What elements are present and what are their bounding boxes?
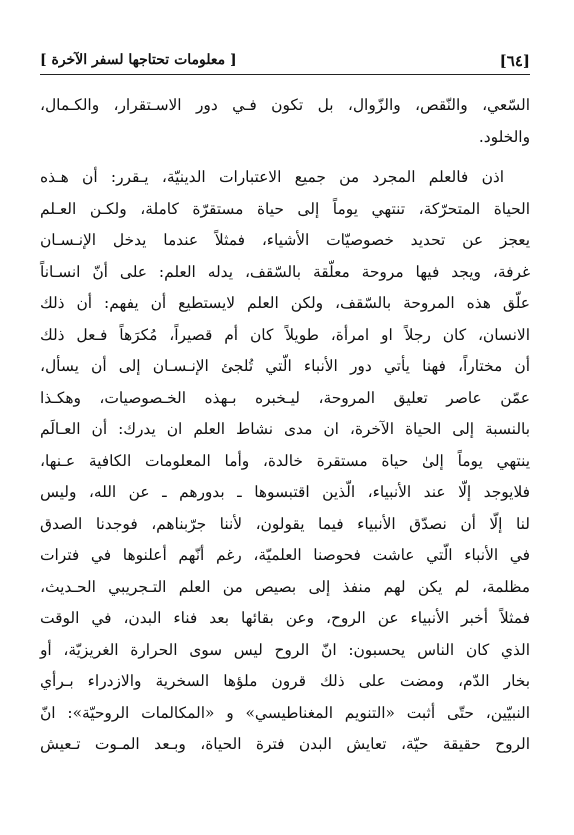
text-line: فمثلاً أخبر الأنبياء عن الروح، وعن بقائها بعد فناء البدن، في الوقت [40, 609, 530, 627]
text-line: أن مختاراً، فهنا يأتي دور الأنباء الّتي تُلجئ الإنـسـان إلى أن يسأل، [40, 357, 530, 375]
text-line: النبيّين، حتّى أثبت «التنويم المغناطيسي» و «المكالمات الروحيّة»: انّ [40, 703, 530, 722]
text-line: الذي كان الناس يحسبون: انّ الروح ليس سوى الحرارة الغريزيّة، أو [40, 640, 530, 659]
text-line: الحياة المتحرّكة، تنتهي يوماً إلى حياة مستقرّة كاملة، ولكـن العـلم [40, 199, 530, 218]
page-number: [٦٤] [499, 52, 530, 70]
page-header [40, 46, 530, 75]
text-line: لنا إلّا أن نصدّق الأنبياء فيما يقولون، لأننا جرّبناهم، فوجدنا الصدق [40, 514, 530, 533]
text-line: فلايوجد إلّا عند الأنبياء، الّذين اقتبسوها ـ بدورهم ـ عن الله، وليس [40, 483, 530, 501]
text-line: في الأنباء الّتي عاشت فحوصنا العلميّة، رغم أنّهم أعلنوها في فترات [40, 546, 530, 564]
text-line: اذن فالعلم المجرد من جميع الاعتبارات الدينيّة، يـقرر: أن هـذه [40, 168, 504, 186]
running-title: [ معلومات تحتاجها لسفر الآخرة ] [40, 52, 237, 68]
text-line: والخلود. [478, 127, 530, 146]
body-text [40, 90, 530, 761]
text-line: الانسان، كان رجلاً او امرأة، طويلاً كان أم قصيراً، مُكرَهاً فـعل ذلك [40, 325, 530, 344]
text-line: يعجز عن تحديد خصوصيّات الأشياء، فمثلاً عندما يدخل الإنـسـان [40, 231, 530, 249]
text-line: علّق هذه المروحة بالسّقف، ولكن العلم لايستطيع أن يفهم: أن ذلك [40, 294, 530, 312]
text-line: ينتهي يوماً إلىٰ حياة مستقرة خالدة، وأما المعلومات الكافية عـنها، [40, 451, 530, 470]
text-line: مظلمة، لم يكن لهم منفذ إلى بصيص من العلم التـجريبي الحـديث، [40, 577, 530, 596]
text-line: بالنسبة إلى الحياة الآخرة، ان مدى نشاط العلم ان يدرك: أن العـالَم [40, 420, 530, 438]
text-line: بخار الدّم، ومضت على ذلك قرون ملؤها السخرية والازدراء بـرأي [40, 672, 530, 690]
text-line: عمّن عاصر تعليق المروحة، ليـخبره بـهذه الخـصوصيات، وهكـذا [40, 388, 530, 407]
text-line: غرفة، ويجد فيها مروحة معلّقة بالسّقف، يدله العلم: على أنّ انسـاناً [40, 262, 530, 281]
paragraph [40, 162, 530, 761]
paragraph [40, 90, 530, 153]
text-line: الروح حقيقة حيّة، تعايش البدن فترة الحياة، وبـعد المـوت تـعيش [40, 735, 530, 753]
text-line: السّعي، والنّقص، والزّوال، بل تكون فـي دور الاسـتقرار، والكـمال، [40, 96, 530, 114]
